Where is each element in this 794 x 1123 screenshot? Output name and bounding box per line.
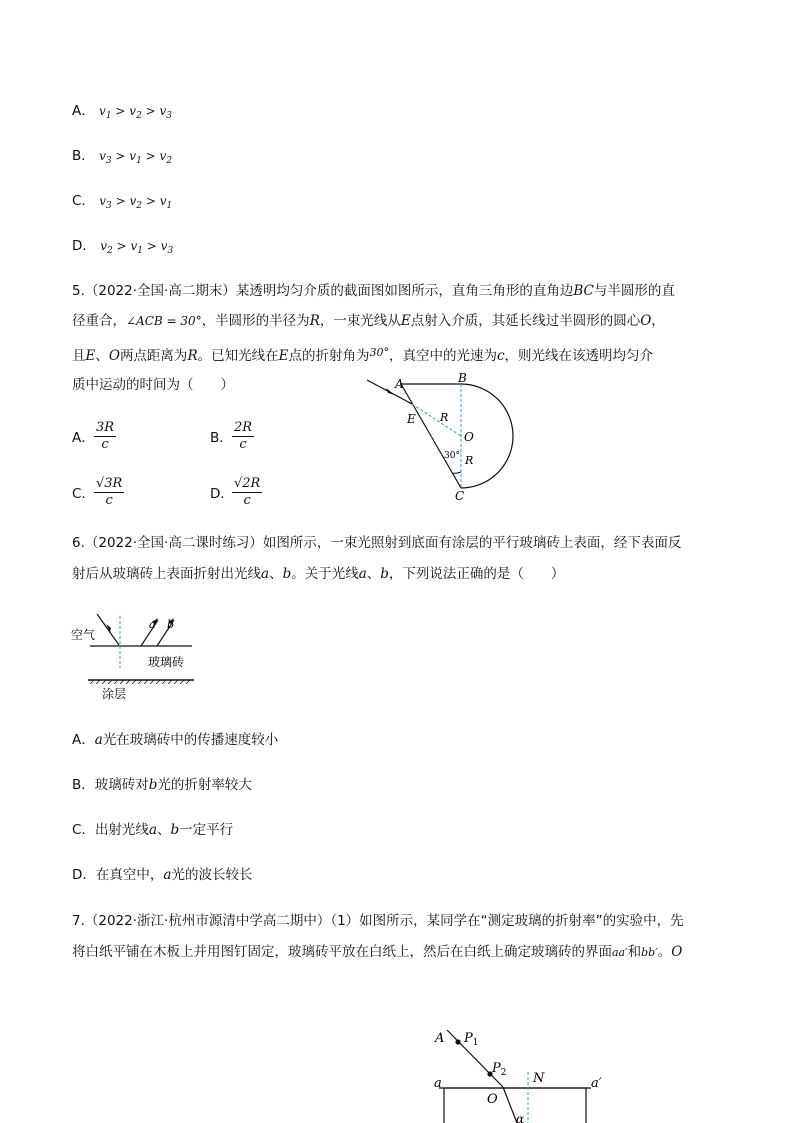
option-letter: B． — [210, 430, 233, 446]
q6-option-b[interactable]: B．玻璃砖对b光的折射率较大 — [72, 777, 252, 793]
label-ray-a: a — [149, 618, 156, 631]
q5-line3: 且E、O两点距离为R。已知光线在E点的折射角为$^{30^\circ}$，真空中的光速为c，则光线在该透明均匀介 — [72, 346, 654, 364]
line-eo — [412, 404, 461, 436]
q6-option-a[interactable]: A．a光在玻璃砖中的传播速度较小 — [72, 732, 279, 748]
label-alpha: α — [516, 1112, 525, 1123]
label-glass: 玻璃砖 — [148, 655, 185, 669]
option-letter: A． — [72, 430, 95, 446]
q4-option-b[interactable] — [72, 147, 172, 170]
option-expr: $v_2 > v_1 > v_3$ — [100, 239, 174, 256]
q6-line2: 射后从玻璃砖上表面折射出光线a、b。关于光线a、b，下列说法正确的是（ ） — [72, 566, 565, 582]
q4-option-d[interactable] — [72, 237, 173, 260]
label-r-eo: R — [440, 411, 449, 424]
q5-line1: 5.（2022·全国·高二期末）某透明均匀介质的截面图如图所示，直角三角形的直角边BC与半圆形的直 — [72, 283, 675, 299]
q5-line4: 质中运动的时间为（ ） — [72, 377, 234, 393]
option-letter: A． — [72, 103, 95, 119]
q5-line2: 径重合，∠ACB = 30°，半圆形的半径为R，一束光线从E点射入介质，其延长线过半圆形的圆心O， — [72, 313, 665, 329]
option-expr: $v_3 > v_2 > v_1$ — [99, 194, 173, 211]
label-n: N — [533, 1071, 545, 1086]
option-fraction: $\frac{√3R}{c}$ — [96, 476, 123, 508]
q5-figure — [355, 370, 530, 505]
option-fraction: $\frac{2R}{c}$ — [234, 420, 253, 452]
q4-option-a[interactable] — [72, 102, 172, 125]
option-fraction: $\frac{3R}{c}$ — [96, 420, 115, 452]
pin-p1 — [455, 1039, 460, 1044]
label-p1: $P_1$ — [464, 1031, 479, 1048]
q4-option-c[interactable] — [72, 192, 172, 215]
q6-option-c[interactable]: C．出射光线a、b一定平行 — [72, 822, 234, 838]
q7-figure — [425, 1025, 615, 1123]
label-r-oc: R — [465, 454, 474, 467]
label-p2: $P_2$ — [492, 1061, 507, 1078]
label-b: B — [458, 371, 467, 385]
label-air: 空气 — [71, 628, 96, 642]
label-c: C — [455, 489, 465, 503]
label-angle: 30° — [444, 451, 460, 461]
label-o: O — [487, 1092, 498, 1107]
q6-figure — [70, 608, 200, 703]
option-letter: D． — [210, 486, 234, 502]
label-o: O — [464, 430, 474, 444]
label-e: E — [407, 412, 416, 426]
label-a: A — [395, 377, 404, 391]
option-letter: C． — [72, 193, 95, 209]
angle-arc — [452, 472, 461, 473]
label-ray-b: b — [167, 618, 175, 631]
q7-line2: 将白纸平铺在木板上并用图钉固定，玻璃砖平放在白纸上，然后在白纸上确定玻璃砖的界面aa′和bb′。O — [72, 944, 683, 960]
option-letter: B． — [72, 148, 95, 164]
label-a: A — [435, 1031, 445, 1046]
q6-line1: 6.（2022·全国·高二课时练习）如图所示，一束光照射到底面有涂层的平行玻璃砖上表面，经下表面反 — [72, 535, 682, 551]
label-a-lower: a — [434, 1076, 442, 1091]
q7-line1: 7.（2022·浙江·杭州市源清中学高二期中）（1）如图所示，某同学在“测定玻璃的折射率”的实验中，先 — [72, 913, 684, 929]
option-expr: $v_3 > v_1 > v_2$ — [99, 149, 173, 166]
refracted-ray — [503, 1087, 517, 1123]
incident-ray — [97, 614, 119, 645]
option-letter: C． — [72, 486, 95, 502]
label-coating: 涂层 — [102, 687, 127, 701]
option-letter: D． — [72, 238, 96, 254]
q6-option-d[interactable]: D．在真空中，a光的波长较长 — [72, 867, 253, 883]
label-a-prime: a′ — [591, 1076, 602, 1091]
option-fraction: $\frac{√2R}{c}$ — [234, 476, 261, 508]
side-ac — [401, 384, 461, 488]
option-expr: $v_1 > v_2 > v_3$ — [99, 104, 173, 121]
